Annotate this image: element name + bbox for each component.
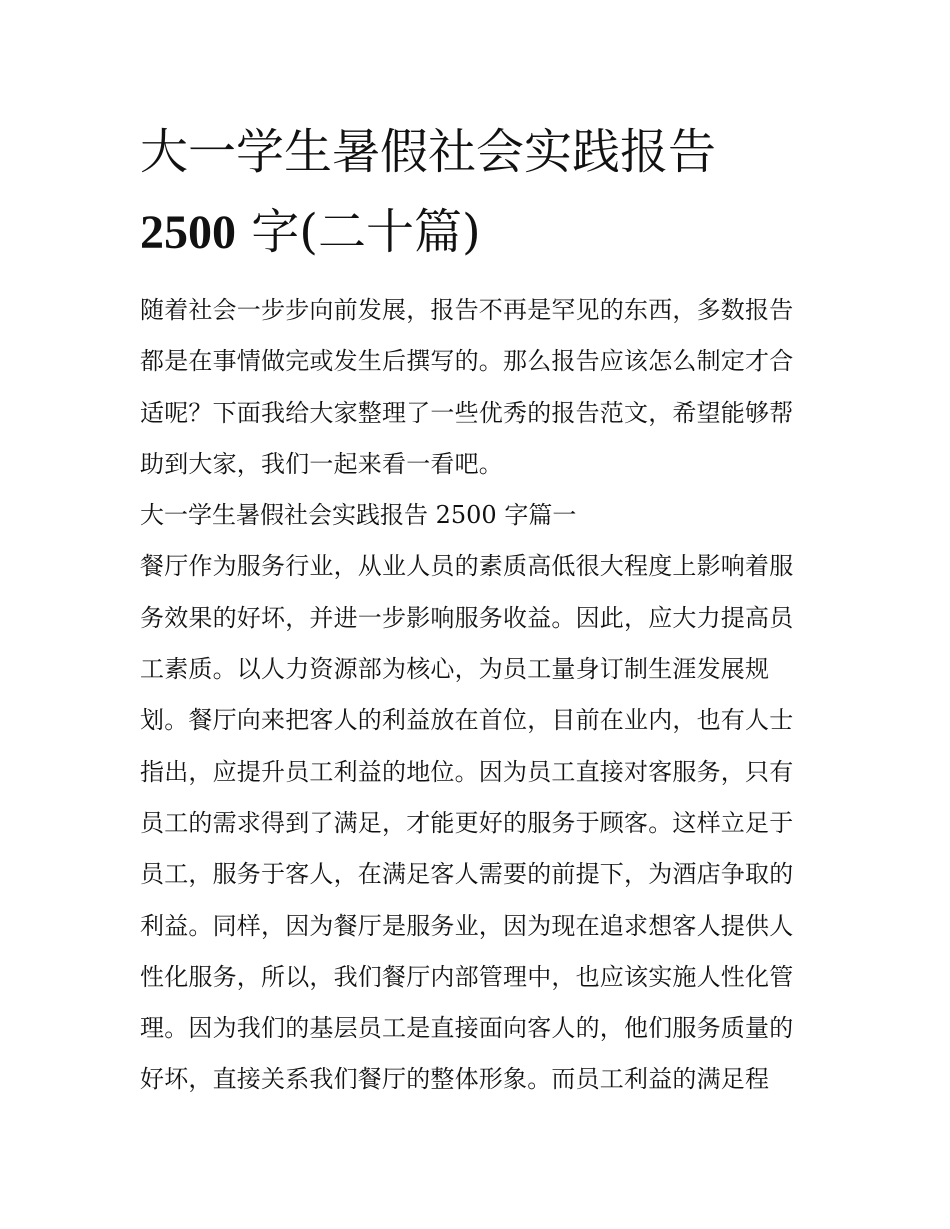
title-number: 2500: [140, 206, 236, 259]
document-title-line2: [140, 192, 812, 273]
document-content: [140, 112, 812, 1106]
title-suffix: 字(二十篇): [251, 204, 481, 260]
section-heading: 大一学生暑假社会实践报告 2500 字篇一: [140, 501, 577, 530]
body-paragraph: 餐厅作为服务行业，从业人员的素质高低很大程度上影响着服务效果的好坏，并进一步影响服务收益。因此，应大力提高员工素质。以人力资源部为核心，为员工量身订制生涯发展规划。餐厅向来把客人的利益放在首位，目前在业内，也有人士指出，应提升员工利益的地位。因为员工直接对客服务，只有员工的需求得到了满足，才能更好的服务于顾客。这样立足于员工，服务于客人，在满足客人需要的前提下，为酒店争取的利益。同样，因为餐厅是服务业，因为现在追求想客人提供人性化服务，所以，我们餐厅内部管理中，也应该实施人性化管理。因为我们的基层员工是直接面向客人的，他们服务质量的好坏，直接关系我们餐厅的整体形象。而员工利益的满足程: [140, 552, 794, 1094]
intro-paragraph: 随着社会一步步向前发展，报告不再是罕见的东西，多数报告都是在事情做完或发生后撰写的。那么报告应该怎么制定才合适呢？下面我给大家整理了一些优秀的报告范文，希望能够帮助到大家，我们一起来看一看吧。: [140, 296, 794, 478]
document-title-line1: 大一学生暑假社会实践报告: [140, 124, 717, 180]
